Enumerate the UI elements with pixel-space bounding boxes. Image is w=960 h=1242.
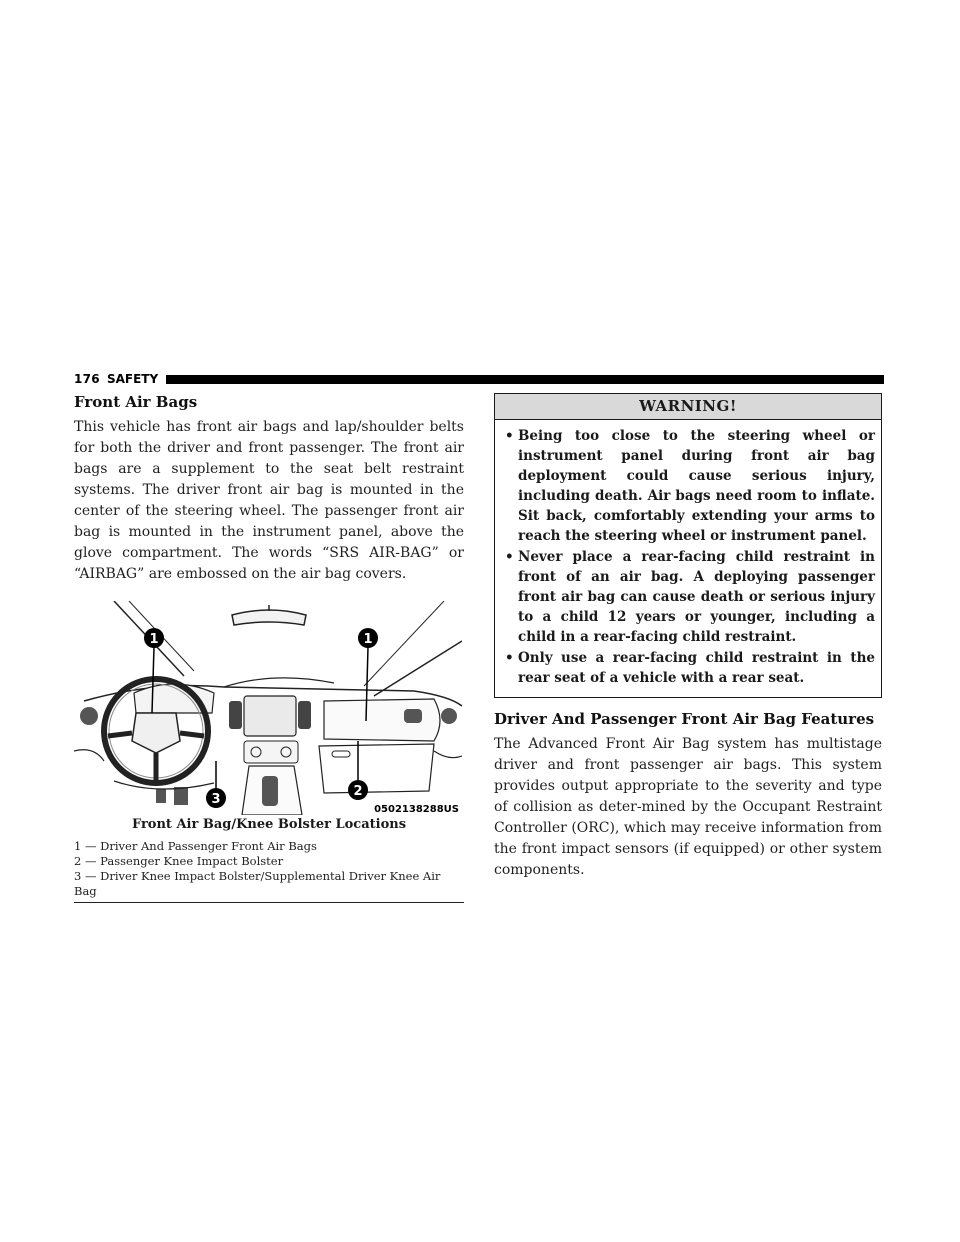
right-column xyxy=(494,393,882,881)
callout-2 xyxy=(348,780,368,800)
bullet-icon: • xyxy=(505,549,514,565)
section-title: SAFETY xyxy=(106,372,159,386)
left-column xyxy=(74,393,464,903)
callout-label: 1 xyxy=(149,632,159,647)
section-heading-front-air-bags: Front Air Bags xyxy=(74,393,198,411)
callout-label: 3 xyxy=(211,792,221,807)
airbag-location-illustration xyxy=(74,601,462,815)
callout-label: 1 xyxy=(363,632,373,647)
figure-legend xyxy=(74,839,464,899)
warning-item xyxy=(505,648,875,688)
image-code: 0502138288US xyxy=(374,804,459,815)
bullet-icon: • xyxy=(505,650,514,666)
warning-text: Never place a rear-facing child restraint in front of an air bag. A deploying passenger front air bag can cause death or serious injury to a child 12 years or younger, including a child in a rear-facing child restraint. xyxy=(518,549,875,645)
callout-1-passenger xyxy=(358,628,378,648)
page-header xyxy=(74,371,884,387)
warning-title: WARNING! xyxy=(495,394,881,420)
front-air-bags-paragraph: This vehicle has front air bags and lap/shoulder belts for both the driver and front passenger. The front air bags are a supplement to the seat belt restraint systems. The driver front air bag is mounted in the center of the steering wheel. The passenger front air bag is mounted in the instrument panel, above the glove compartment. The words “SRS AIR-BAG” or “AIRBAG” are embossed on the air bag covers. xyxy=(74,419,464,582)
warning-list xyxy=(495,420,881,697)
dashboard-drawing xyxy=(74,601,462,815)
figure-caption: Front Air Bag/Knee Bolster Locations xyxy=(131,817,407,832)
legend-item: 2 — Passenger Knee Impact Bolster xyxy=(74,854,284,868)
legend-item: 1 — Driver And Passenger Front Air Bags xyxy=(74,839,317,853)
bullet-icon: • xyxy=(505,428,514,444)
callout-1-driver xyxy=(144,628,164,648)
legend-divider xyxy=(74,902,464,903)
legend-item: 3 — Driver Knee Impact Bolster/Supplemental Driver Knee Air Bag xyxy=(74,869,441,898)
features-paragraph: The Advanced Front Air Bag system has multistage driver and front passenger air bags. This system provides output appropriate to the severity and type of collision as deter-mined by the Occupant Restraint Controller (ORC), which may receive information from the front impact sensors (if equipped) or other system components. xyxy=(494,736,882,878)
callout-3 xyxy=(206,788,226,808)
page-number: 176 xyxy=(74,372,100,386)
header-rule xyxy=(166,375,884,384)
section-heading-features: Driver And Passenger Front Air Bag Features xyxy=(494,710,875,728)
warning-item xyxy=(505,547,875,647)
warning-text: Being too close to the steering wheel or instrument panel during front air bag deployment could cause serious injury, including death. Air bags need room to inflate. Sit back, comfortably extending your arms to reach the steering wheel or instrument panel. xyxy=(518,428,875,544)
callout-label: 2 xyxy=(353,784,363,799)
warning-item xyxy=(505,426,875,546)
warning-text: Only use a rear-facing child restraint in the rear seat of a vehicle with a rear seat. xyxy=(518,650,875,686)
warning-box xyxy=(494,393,882,698)
